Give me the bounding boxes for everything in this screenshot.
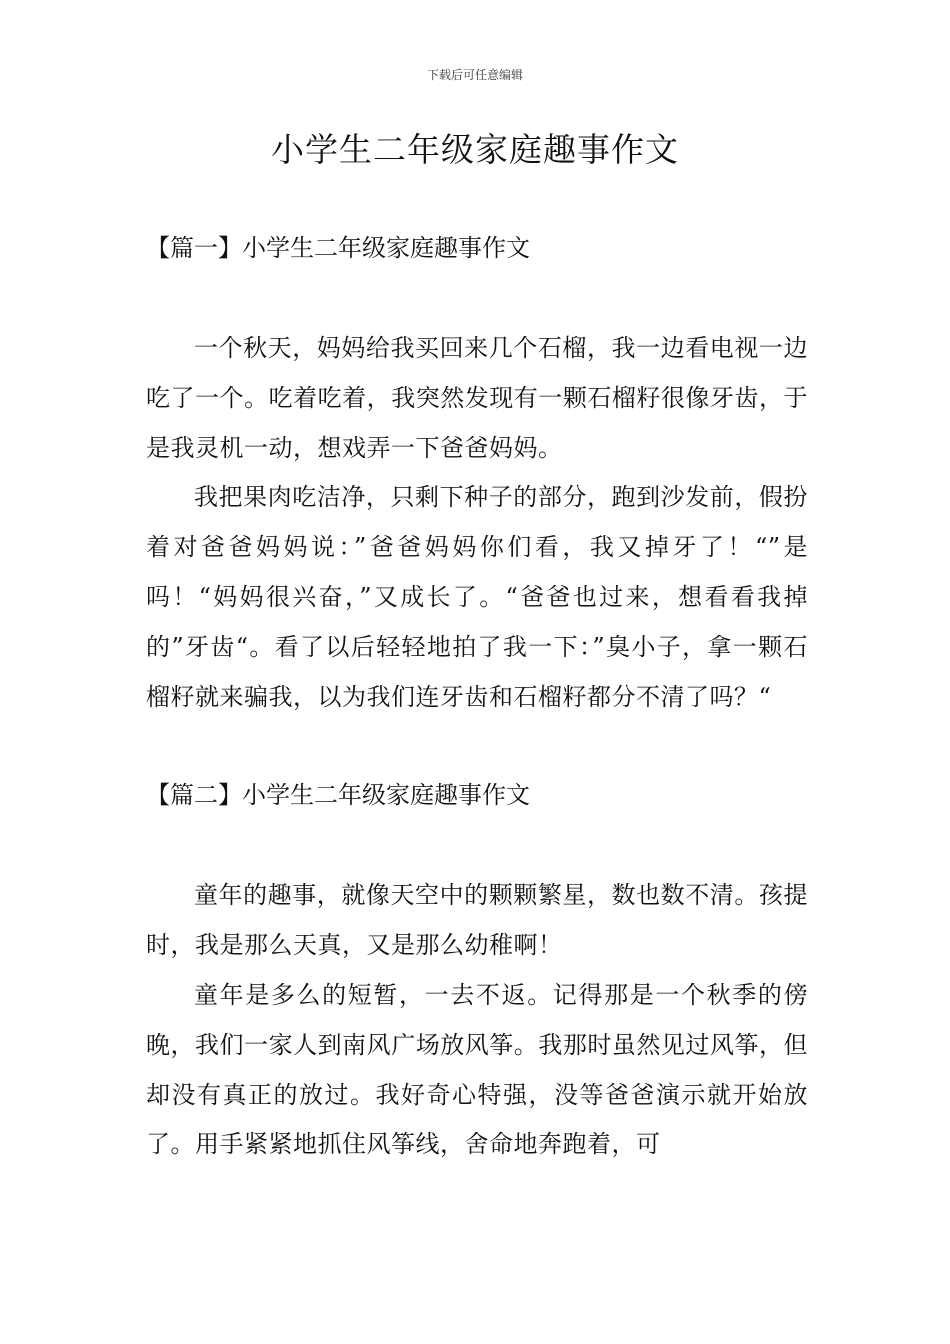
document-title: 小学生二年级家庭趣事作文	[271, 130, 679, 169]
spacer	[146, 815, 808, 871]
section-heading-2: 【篇二】小学生二年级家庭趣事作文	[146, 781, 530, 810]
paragraph: 童年的趣事，就像天空中的颗颗繁星，数也数不清。孩提时，我是那么天真，又是那么幼稚啊！	[146, 881, 808, 960]
section-heading-1: 【篇一】小学生二年级家庭趣事作文	[146, 234, 530, 262]
paragraph: 一个秋天，妈妈给我买回来几个石榴，我一边看电视一边吃了一个。吃着吃着，我突然发现有一颗石榴籽很像牙齿，于是我灵机一动，想戏弄一下爸爸妈妈。	[146, 334, 808, 462]
header-note: 下载后可任意编辑	[426, 68, 523, 82]
paragraph: 我把果肉吃洁净，只剩下种子的部分，跑到沙发前，假扮着对爸爸妈妈说：”爸爸妈妈你们看，我又掉牙了！“”是吗！“妈妈很兴奋，”又成长了。“爸爸也过来，想看看我掉的”牙齿“。看了以后轻轻地拍了我一下：”臭小子，拿一颗石榴籽就来骗我，以为我们连牙齿和石榴籽都分不清了吗？“	[146, 483, 808, 711]
spacer	[146, 268, 808, 324]
paragraph: 童年是多么的短暂，一去不返。记得那是一个秋季的傍晚，我们一家人到南风广场放风筝。我那时虽然见过风筝，但却没有真正的放过。我好奇心特强，没等爸爸演示就开始放了。用手紧紧地抓住风筝线，舍命地奔跑着，可	[146, 980, 808, 1159]
spacer	[146, 722, 808, 775]
document-body	[146, 228, 808, 1170]
